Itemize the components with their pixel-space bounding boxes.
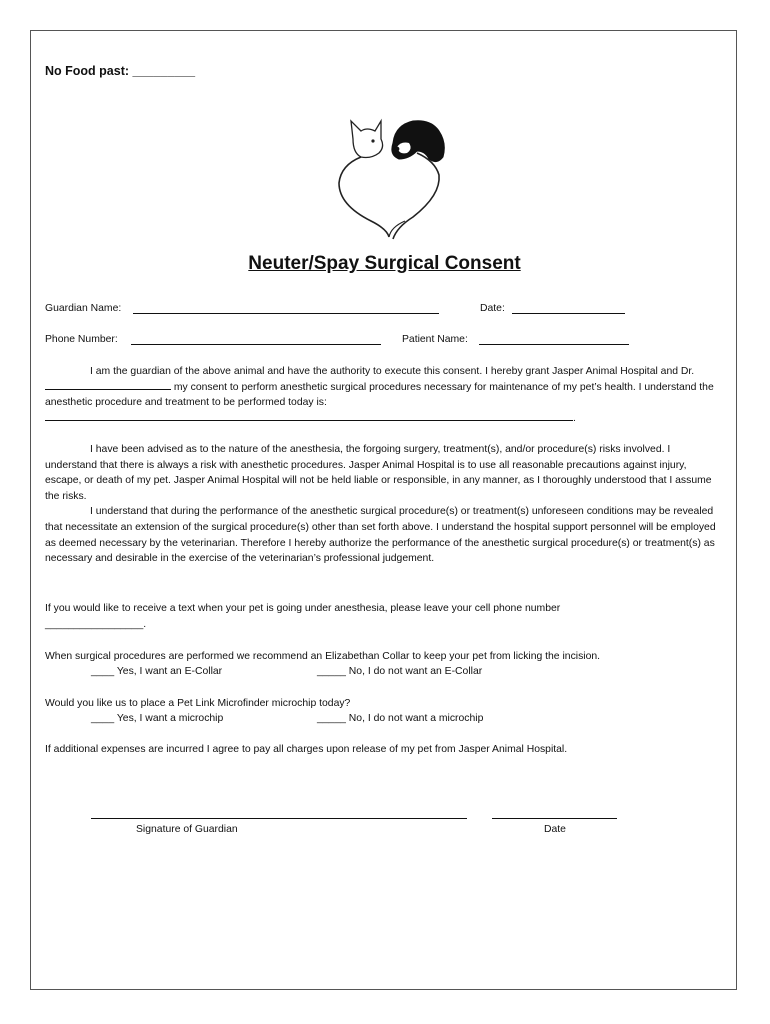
guardian-name-label: Guardian Name: — [45, 303, 122, 314]
patient-name-field[interactable] — [479, 344, 629, 345]
date-field[interactable] — [512, 313, 625, 314]
signature-date-line[interactable] — [492, 818, 617, 819]
text-notice-line-1: If you would like to receive a text when your pet is going under anesthesia, please leave your cell phone number — [45, 603, 561, 614]
procedure-field[interactable] — [45, 411, 573, 421]
cell-phone-blank[interactable]: _________________. — [45, 619, 147, 630]
unforeseen-conditions-text: I understand that during the performance of the anesthetic surgical procedure(s) or treatment(s) unforeseen conditions may be revealed that necessitate an extension of the surgical procedure(s) other than set forth above. I understand the hospital support personnel will be employed as deemed necessary by the veterinarian. Therefore I hereby authorize the performance of the anesthetic surgical procedure(s) or treatment(s) as necessary and desirable in the exercise of the veterinarian’s professional judgement. — [45, 506, 716, 565]
guardian-name-field[interactable] — [133, 313, 439, 314]
risk-text: I have been advised as to the nature of the anesthesia, the forgoing surgery, treatment(s), and/or procedure(s) risks involved. I understand that there is always a risk with anesthetic procedures. Jasper Animal Hospital is to use all reasonable precautions against injury, escape, or death of my pet. Jasper Animal Hospital will not be held liable or responsible, in any manner, as I thoroughly understood that I assume the risks. — [45, 444, 712, 502]
consent-paragraph-1 — [45, 364, 725, 426]
guardian-signature-line[interactable] — [91, 818, 467, 819]
risk-paragraph — [45, 442, 725, 567]
phone-number-label: Phone Number: — [45, 334, 118, 345]
ecollar-no-option[interactable]: _____ No, I do not want an E-Collar — [317, 666, 483, 677]
patient-name-label: Patient Name: — [402, 334, 468, 345]
signature-date-label: Date — [544, 824, 566, 835]
consent-form-page — [30, 30, 737, 990]
consent-text-part-a: I am the guardian of the above animal and have the authority to execute this consent. I hereby grant Jasper Animal Hospital and Dr. — [90, 366, 695, 377]
microchip-no-option[interactable]: _____ No, I do not want a microchip — [317, 713, 484, 724]
date-label: Date: — [480, 303, 505, 314]
ecollar-yes-option[interactable]: ____ Yes, I want an E-Collar — [91, 666, 223, 677]
form-title: Neuter/Spay Surgical Consent — [248, 253, 521, 274]
ecollar-question: When surgical procedures are performed we recommend an Elizabethan Collar to keep your pet from licking the incision. — [45, 651, 601, 662]
signature-of-guardian-label: Signature of Guardian — [136, 824, 238, 835]
procedure-end-period: . — [573, 412, 576, 424]
microchip-yes-option[interactable]: ____ Yes, I want a microchip — [91, 713, 224, 724]
no-food-past-label: No Food past: _________ — [45, 64, 196, 78]
expenses-statement: If additional expenses are incurred I agree to pay all charges upon release of my pet from Jasper Animal Hospital. — [45, 744, 568, 755]
microchip-question: Would you like us to place a Pet Link Microfinder microchip today? — [45, 698, 351, 709]
doctor-name-field[interactable] — [45, 380, 171, 390]
consent-text-part-b: my consent to perform anesthetic surgical procedures necessary for maintenance of my pet’s health. I understand the anesthetic procedure and treatment to be performed today is: — [45, 381, 714, 409]
cat-dog-heart-logo — [331, 113, 451, 243]
phone-number-field[interactable] — [131, 344, 381, 345]
